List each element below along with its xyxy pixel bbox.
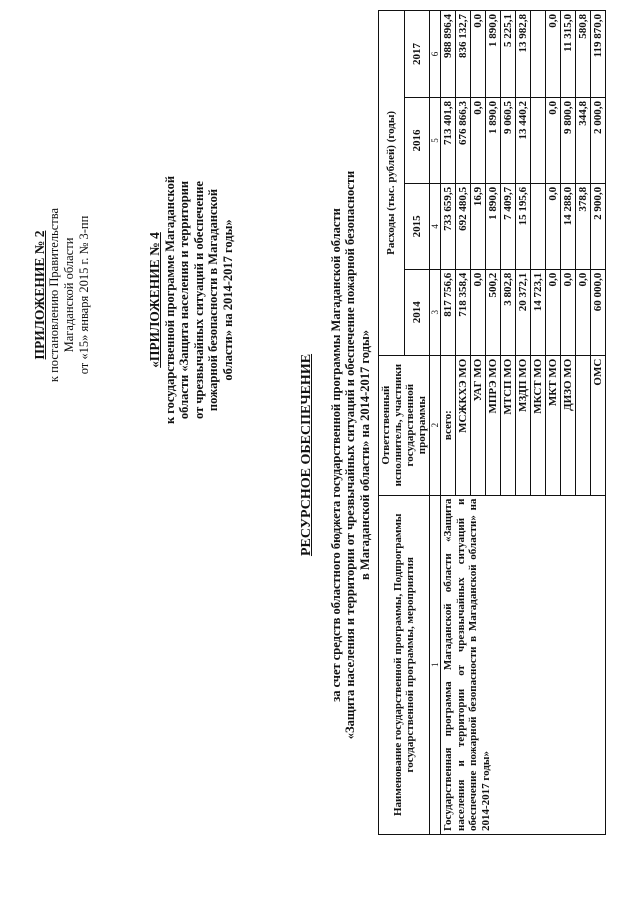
column-index: 1 — [430, 495, 441, 834]
value-cell: 1 890,0 — [486, 183, 501, 269]
value-cell: 15 195,6 — [516, 183, 531, 269]
appendix-4-line: пожарной безопасности в Магаданской — [206, 188, 220, 412]
header-year: 2015 — [404, 183, 430, 269]
executor-cell: МПРЭ МО — [486, 355, 501, 495]
executor-cell — [576, 355, 591, 495]
executor-cell: МЗДП МО — [516, 355, 531, 495]
value-cell: 718 358,4 — [456, 269, 471, 355]
executor-cell: МКТ МО — [546, 355, 561, 495]
value-cell: 676 866,3 — [456, 97, 471, 183]
value-cell: 0,0 — [471, 11, 486, 98]
appendix-2-line: Магаданской области — [62, 237, 76, 353]
value-cell: 0,0 — [471, 269, 486, 355]
value-cell: 836 132,7 — [456, 11, 471, 98]
appendix-2-line: к постановлению Правительства — [47, 207, 61, 383]
appendix-4-title: «ПРИЛОЖЕНИЕ № 4 — [147, 232, 162, 368]
value-cell: 16,9 — [471, 183, 486, 269]
value-cell: 14 723,1 — [531, 269, 546, 355]
executor-cell: МТСП МО — [501, 355, 516, 495]
value-cell: 5 225,1 — [501, 11, 516, 98]
value-cell: 3 802,8 — [501, 269, 516, 355]
executor-cell: МКСТ МО — [531, 355, 546, 495]
value-cell: 9 800,0 — [561, 97, 576, 183]
executor-cell: УАГ МО — [471, 355, 486, 495]
resource-table — [378, 10, 606, 835]
document-title: РЕСУРСНОЕ ОБЕСПЕЧЕНИЕ — [299, 353, 314, 557]
value-cell: 817 756,6 — [441, 269, 456, 355]
column-index: 5 — [430, 97, 441, 183]
value-cell: 344,8 — [576, 97, 591, 183]
value-cell — [531, 97, 546, 183]
value-cell: 0,0 — [561, 269, 576, 355]
value-cell: 0,0 — [546, 11, 561, 98]
value-cell: 14 288,0 — [561, 183, 576, 269]
value-cell: 20 372,1 — [516, 269, 531, 355]
document-subtitle: «Защита населения и территории от чрезвычайных ситуаций и обеспечение пожарной безопасности — [343, 170, 357, 740]
header-expenses: Расходы (тыс. рублей) (годы) — [379, 11, 405, 356]
value-cell: 1 890,0 — [486, 97, 501, 183]
appendix-4-header — [148, 140, 235, 460]
appendix-2-line: от «15» января 2015 г. № 3-пп — [77, 215, 91, 375]
appendix-4-line: от чрезвычайных ситуаций и обеспечение — [191, 181, 206, 419]
value-cell: 1 890,0 — [486, 11, 501, 98]
value-cell: 7 409,7 — [501, 183, 516, 269]
value-cell: 119 870,0 — [591, 11, 606, 98]
header-year: 2016 — [404, 97, 430, 183]
executor-cell: ДИЗО МО — [561, 355, 576, 495]
value-cell: 11 315,0 — [561, 11, 576, 98]
appendix-4-line: области «Защита населения и территории — [177, 180, 191, 420]
document-subtitle: за счет средств областного бюджета государственной программы Магаданской области — [328, 208, 343, 702]
table-row — [441, 11, 456, 835]
value-cell: 580,8 — [576, 11, 591, 98]
value-cell: 500,2 — [486, 269, 501, 355]
value-cell: 13 440,2 — [516, 97, 531, 183]
value-cell: 2 900,0 — [591, 183, 606, 269]
value-cell: 713 401,8 — [441, 97, 456, 183]
appendix-4-line: к государственной программе Магаданской — [162, 175, 177, 425]
program-name-cell: Государственная программа Магаданской области «Защита населения и территории от чрезвычайных ситуаций и обеспечение пожарной безопасности в Магаданской области» на 2014-2017 годы» — [441, 495, 606, 834]
appendix-2-header — [32, 135, 92, 455]
header-program-name: Наименование государственной программы, Подпрограммы государственной программы, мероприятия — [379, 495, 430, 834]
header-executor: Ответственный исполнитель, участники государственной программы — [379, 355, 430, 495]
document-title-block — [300, 125, 372, 785]
value-cell — [531, 183, 546, 269]
value-cell: 0,0 — [546, 183, 561, 269]
value-cell: 0,0 — [546, 97, 561, 183]
appendix-2-title: ПРИЛОЖЕНИЕ № 2 — [32, 230, 47, 360]
value-cell: 378,8 — [576, 183, 591, 269]
value-cell: 692 480,5 — [456, 183, 471, 269]
header-year: 2017 — [404, 11, 430, 98]
executor-cell: всего: — [441, 355, 456, 495]
column-index: 4 — [430, 183, 441, 269]
table-body — [441, 11, 606, 835]
value-cell: 0,0 — [471, 97, 486, 183]
value-cell: 60 000,0 — [591, 269, 606, 355]
value-cell: 733 659,5 — [441, 183, 456, 269]
appendix-4-line: области» на 2014-2017 годы» — [220, 219, 235, 381]
executor-cell: ОМС — [591, 355, 606, 495]
document-subtitle: в Магаданской области» на 2014-2017 годы» — [357, 330, 372, 580]
column-index: 6 — [430, 11, 441, 98]
value-cell: 9 060,5 — [501, 97, 516, 183]
value-cell: 2 000,0 — [591, 97, 606, 183]
column-index: 3 — [430, 269, 441, 355]
value-cell: 0,0 — [576, 269, 591, 355]
value-cell: 988 896,4 — [441, 11, 456, 98]
value-cell: 13 982,8 — [516, 11, 531, 98]
header-year: 2014 — [404, 269, 430, 355]
column-index: 2 — [430, 355, 441, 495]
value-cell — [531, 11, 546, 98]
executor-cell: МСЖКХЭ МО — [456, 355, 471, 495]
value-cell: 0,0 — [546, 269, 561, 355]
